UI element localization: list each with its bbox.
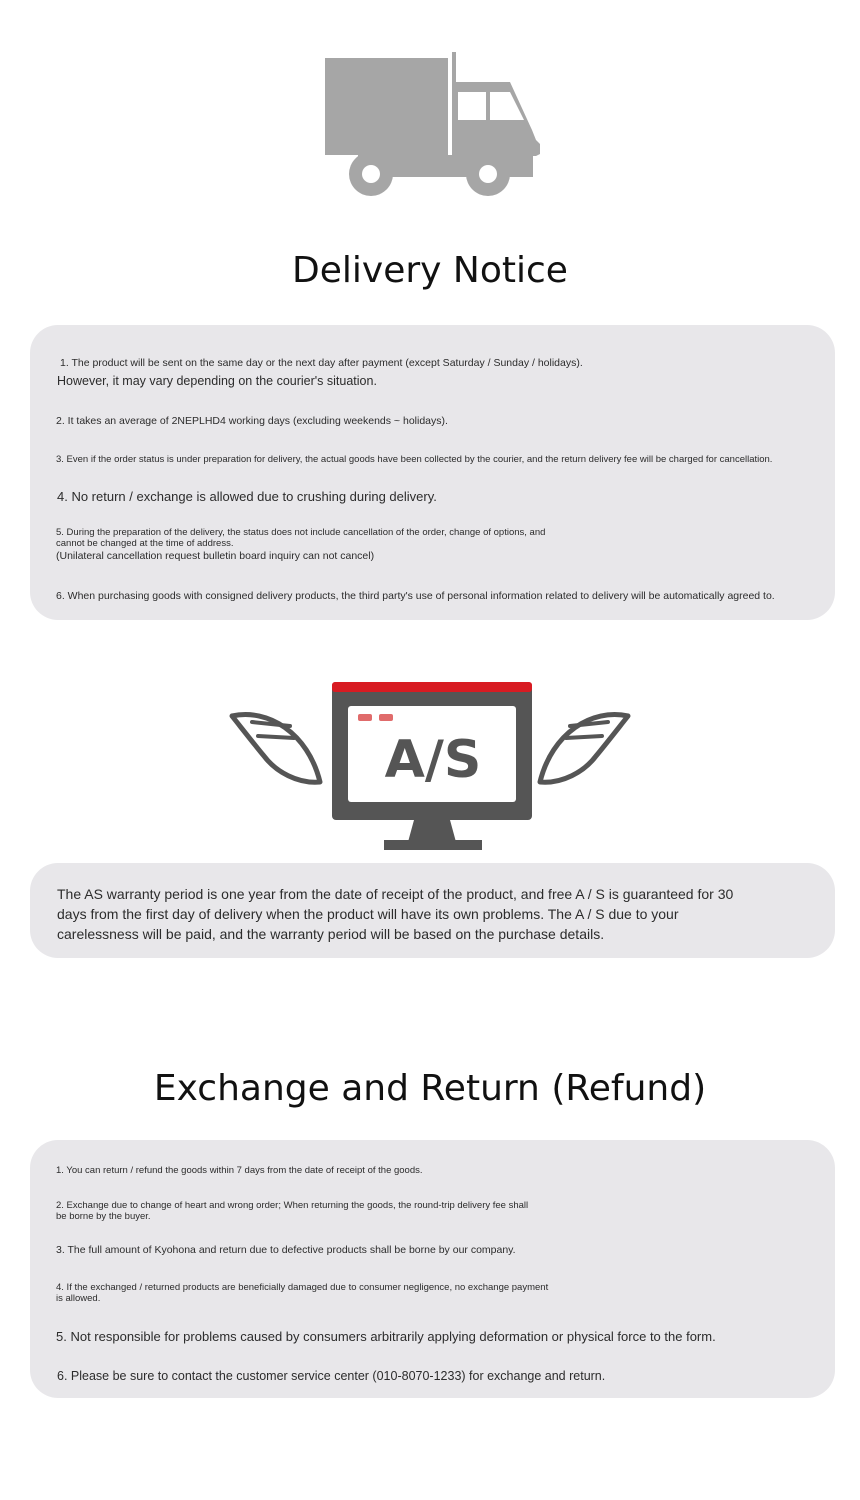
exchange-item-1: 1. You can return / refund the goods within 7 days from the date of receipt of the goods. [56,1165,423,1176]
delivery-item-4: 4. No return / exchange is allowed due to crushing during delivery. [57,489,437,504]
exchange-item-2-line-1: 2. Exchange due to change of heart and wrong order; When returning the goods, the round-trip delivery fee shall [56,1200,529,1211]
delivery-item-1-line-2: However, it may vary depending on the courier's situation. [57,374,377,388]
exchange-return-panel [30,1140,835,1398]
delivery-item-5-line-3: (Unilateral cancellation request bulletin board inquiry can not cancel) [56,550,375,562]
delivery-item-2: 2. It takes an average of 2NEPLHD4 working days (excluding weekends ~ holidays). [56,415,448,427]
exchange-item-3: 3. The full amount of Kyohona and return due to defective products shall be borne by our company. [56,1244,516,1256]
delivery-item-6: 6. When purchasing goods with consigned delivery products, the third party's use of personal information related to delivery will be automatically agreed to. [56,590,775,602]
delivery-item-5-line-2: cannot be changed at the time of address. [56,538,234,549]
exchange-item-5: 5. Not responsible for problems caused by consumers arbitrarily applying deformation or physical force to the form. [56,1329,716,1344]
delivery-item-1-line-1: 1. The product will be sent on the same day or the next day after payment (except Saturday / Sunday / holidays). [60,357,583,369]
delivery-item-5-line-1: 5. During the preparation of the delivery, the status does not include cancellation of the order, change of options, and [56,527,546,538]
delivery-notice-panel [30,325,835,620]
delivery-item-3: 3. Even if the order status is under preparation for delivery, the actual goods have been collected by the courier, and the return delivery fee will be charged for cancellation. [56,454,773,465]
exchange-item-4-line-1: 4. If the exchanged / returned products are beneficially damaged due to consumer negligence, no exchange payment [56,1282,549,1293]
as-warranty-line-3: carelessness will be paid, and the warranty period will be based on the purchase details. [57,926,605,942]
as-warranty-line-2: days from the first day of delivery when the product will have its own problems. The A / S due to your [57,906,679,922]
exchange-item-6: 6. Please be sure to contact the customer service center (010-8070-1233) for exchange and return. [57,1369,606,1383]
delivery-truck-icon [318,48,548,203]
exchange-return-title: Exchange and Return (Refund) [153,1068,707,1109]
as-logo-text: A/S [384,730,482,790]
exchange-item-4-line-2: is allowed. [56,1293,101,1304]
as-warranty-line-1: The AS warranty period is one year from the date of receipt of the product, and free A / S is guaranteed for 30 [57,886,734,902]
as-warranty-panel [30,863,835,958]
exchange-item-2-line-2: be borne by the buyer. [56,1211,151,1222]
delivery-notice-title: Delivery Notice [292,250,568,291]
